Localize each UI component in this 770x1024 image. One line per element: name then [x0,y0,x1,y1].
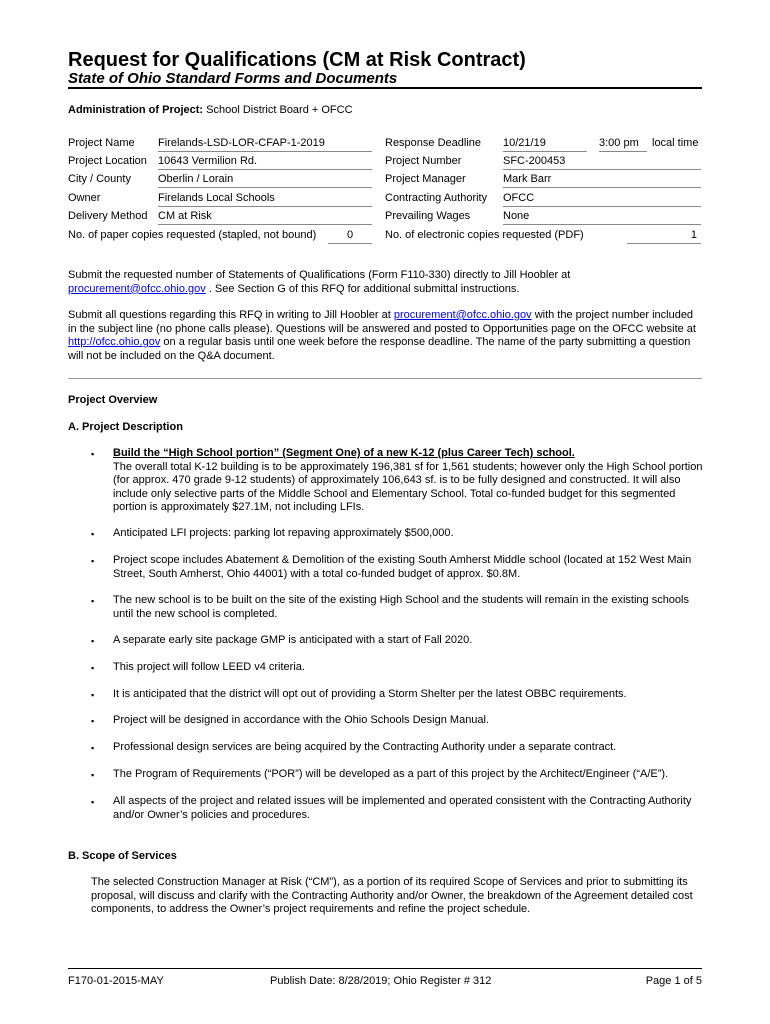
project-name-value: Firelands-LSD-LOR-CFAP-1-2019 [158,136,372,152]
bullet-marker: ▪ [91,770,95,780]
footer-divider [68,968,702,969]
submittal-text-cont: . See Section G of this RFQ for additional submittal instructions. [208,282,520,295]
bullet-marker: ▪ [91,449,95,459]
response-deadline-value: 10/21/19 [503,136,587,152]
city-county-label: City / County [68,173,131,185]
bullet-early-site-package: A separate early site package GMP is anticipated with a start of Fall 2020. [113,634,473,646]
admin-value: School District Board + OFCC [206,104,353,116]
response-deadline-label: Response Deadline [385,137,482,149]
submittal-text: Submit the requested number of Statements of Qualifications (Form F110-330) directly to Jill Hoobler at [68,269,571,281]
questions-paragraph [68,309,704,363]
questions-text-end: on a regular basis until one week before the response deadline. The name of the party submitting a question will not be included on the Q&A document. [68,336,691,362]
document-subtitle: State of Ohio Standard Forms and Documents [68,70,398,87]
project-overview-heading: Project Overview [68,394,158,406]
project-manager-value: Mark Barr [503,172,701,188]
procurement-email-link[interactable]: procurement@ofcc.ohio.gov [68,282,206,295]
bullet-marker: ▪ [91,596,95,606]
footer-page-number: Page 1 of 5 [645,975,702,987]
bullet-marker: ▪ [91,636,95,646]
contracting-authority-value: OFCC [503,191,701,207]
bullet-design-manual: Project will be designed in accordance with the Ohio Schools Design Manual. [113,714,490,726]
administration-line [68,103,353,117]
project-number-value: SFC-200453 [503,154,701,170]
admin-label: Administration of Project: [68,104,204,116]
owner-label: Owner [68,192,101,204]
bullet-high-school-title: Build the “High School portion” (Segment One) of a new K-12 (plus Career Tech) school. [113,447,575,459]
project-manager-label: Project Manager [385,173,466,185]
electronic-copies-label: No. of electronic copies requested (PDF) [385,229,584,241]
bullet-policies: All aspects of the project and related issues will be implemented and operated consistent with the Contracting Authority and/or Owner’s policies and procedures. [113,795,692,821]
questions-email-link[interactable]: procurement@ofcc.ohio.gov [393,309,532,321]
bullet-lfi-projects: Anticipated LFI projects: parking lot repaving approximately $500,000. [113,527,454,539]
response-time-value: 3:00 pm [599,136,647,152]
bullet-new-school-site: The new school is to be built on the site of the existing High School and the students will remain in the existing schools until the new school is completed. [113,594,689,620]
ofcc-website-link[interactable]: http://ofcc.ohio.gov [68,336,161,349]
contracting-authority-label: Contracting Authority [385,192,488,204]
paper-copies-label: No. of paper copies requested (stapled, not bound) [68,229,317,241]
prevailing-wages-label: Prevailing Wages [385,210,471,222]
electronic-copies-value: 1 [627,228,701,244]
title-divider [68,87,702,89]
owner-value: Firelands Local Schools [158,191,372,207]
bullet-marker: ▪ [91,743,95,753]
bullet-high-school [113,447,703,515]
bullet-marker: ▪ [91,716,95,726]
questions-text: Submit all questions regarding this RFQ in writing to Jill Hoobler at [68,309,391,321]
bullet-marker: ▪ [91,663,95,673]
prevailing-wages-value: None [503,209,701,225]
bullet-marker: ▪ [91,529,95,539]
project-number-label: Project Number [385,155,462,167]
bullet-marker: ▪ [91,797,95,807]
paper-copies-value: 0 [328,228,372,244]
submittal-paragraph [68,269,704,296]
delivery-method-label: Delivery Method [68,210,148,222]
bullet-leed: This project will follow LEED v4 criteria. [113,661,305,673]
bullet-marker: ▪ [91,556,95,566]
bullet-storm-shelter: It is anticipated that the district will opt out of providing a Storm Shelter per the latest OBBC requirements. [113,688,627,700]
scope-of-services-text: The selected Construction Manager at Risk (“CM”), as a portion of its required Scope of Services and prior to submitting its proposal, will discuss and clarify with the Contracting Authority and/or Owner, the breakdown of the Agreement detailed cost components, to address the Owner’s project requirements and refine the project schedule. [91,876,693,916]
project-location-value: 10643 Vermilion Rd. [158,154,372,170]
footer-form-id: F170-01-2015-MAY [68,975,164,987]
bullet-abatement-demolition: Project scope includes Abatement & Demolition of the existing South Amherst Middle school (located at 152 West Main Street, South Amherst, Ohio 44001) with a total co-funded budget of approx. $0.8M. [113,554,692,580]
local-time-label: local time [652,137,699,149]
document-title: Request for Qualifications (CM at Risk Contract) [68,49,526,71]
project-name-label: Project Name [68,137,135,149]
scope-of-services-heading: B. Scope of Services [68,850,177,862]
delivery-method-value: CM at Risk [158,209,372,225]
city-county-value: Oberlin / Lorain [158,172,372,188]
questions-text-cont: with the project number included in the subject line (no phone calls please). Questions will be answered and posted to Opportunities page on the OFCC website at [68,309,696,335]
section-divider [68,378,702,379]
bullet-design-services: Professional design services are being acquired by the Contracting Authority under a separate contract. [113,741,617,753]
project-description-heading: A. Project Description [68,421,183,433]
bullet-high-school-body: The overall total K-12 building is to be approximately 196,381 sf for 1,561 students; however only the High School portion (for approx. 470 grade 9-12 students) of approximately 106,643 sf. is to be fully designed and constructed. It will also include only selective parts of the Middle School and Elementary School. Total co-funded budget for this segmented portion is approximately $27.1M, not including LFIs. [113,460,703,514]
bullet-program-requirements: The Program of Requirements (“POR”) will be developed as a part of this project by the Architect/Engineer (“A/E”). [113,768,669,780]
project-location-label: Project Location [68,155,147,167]
footer-publish-date: Publish Date: 8/28/2019; Ohio Register # 312 [270,975,492,987]
bullet-marker: ▪ [91,690,95,700]
